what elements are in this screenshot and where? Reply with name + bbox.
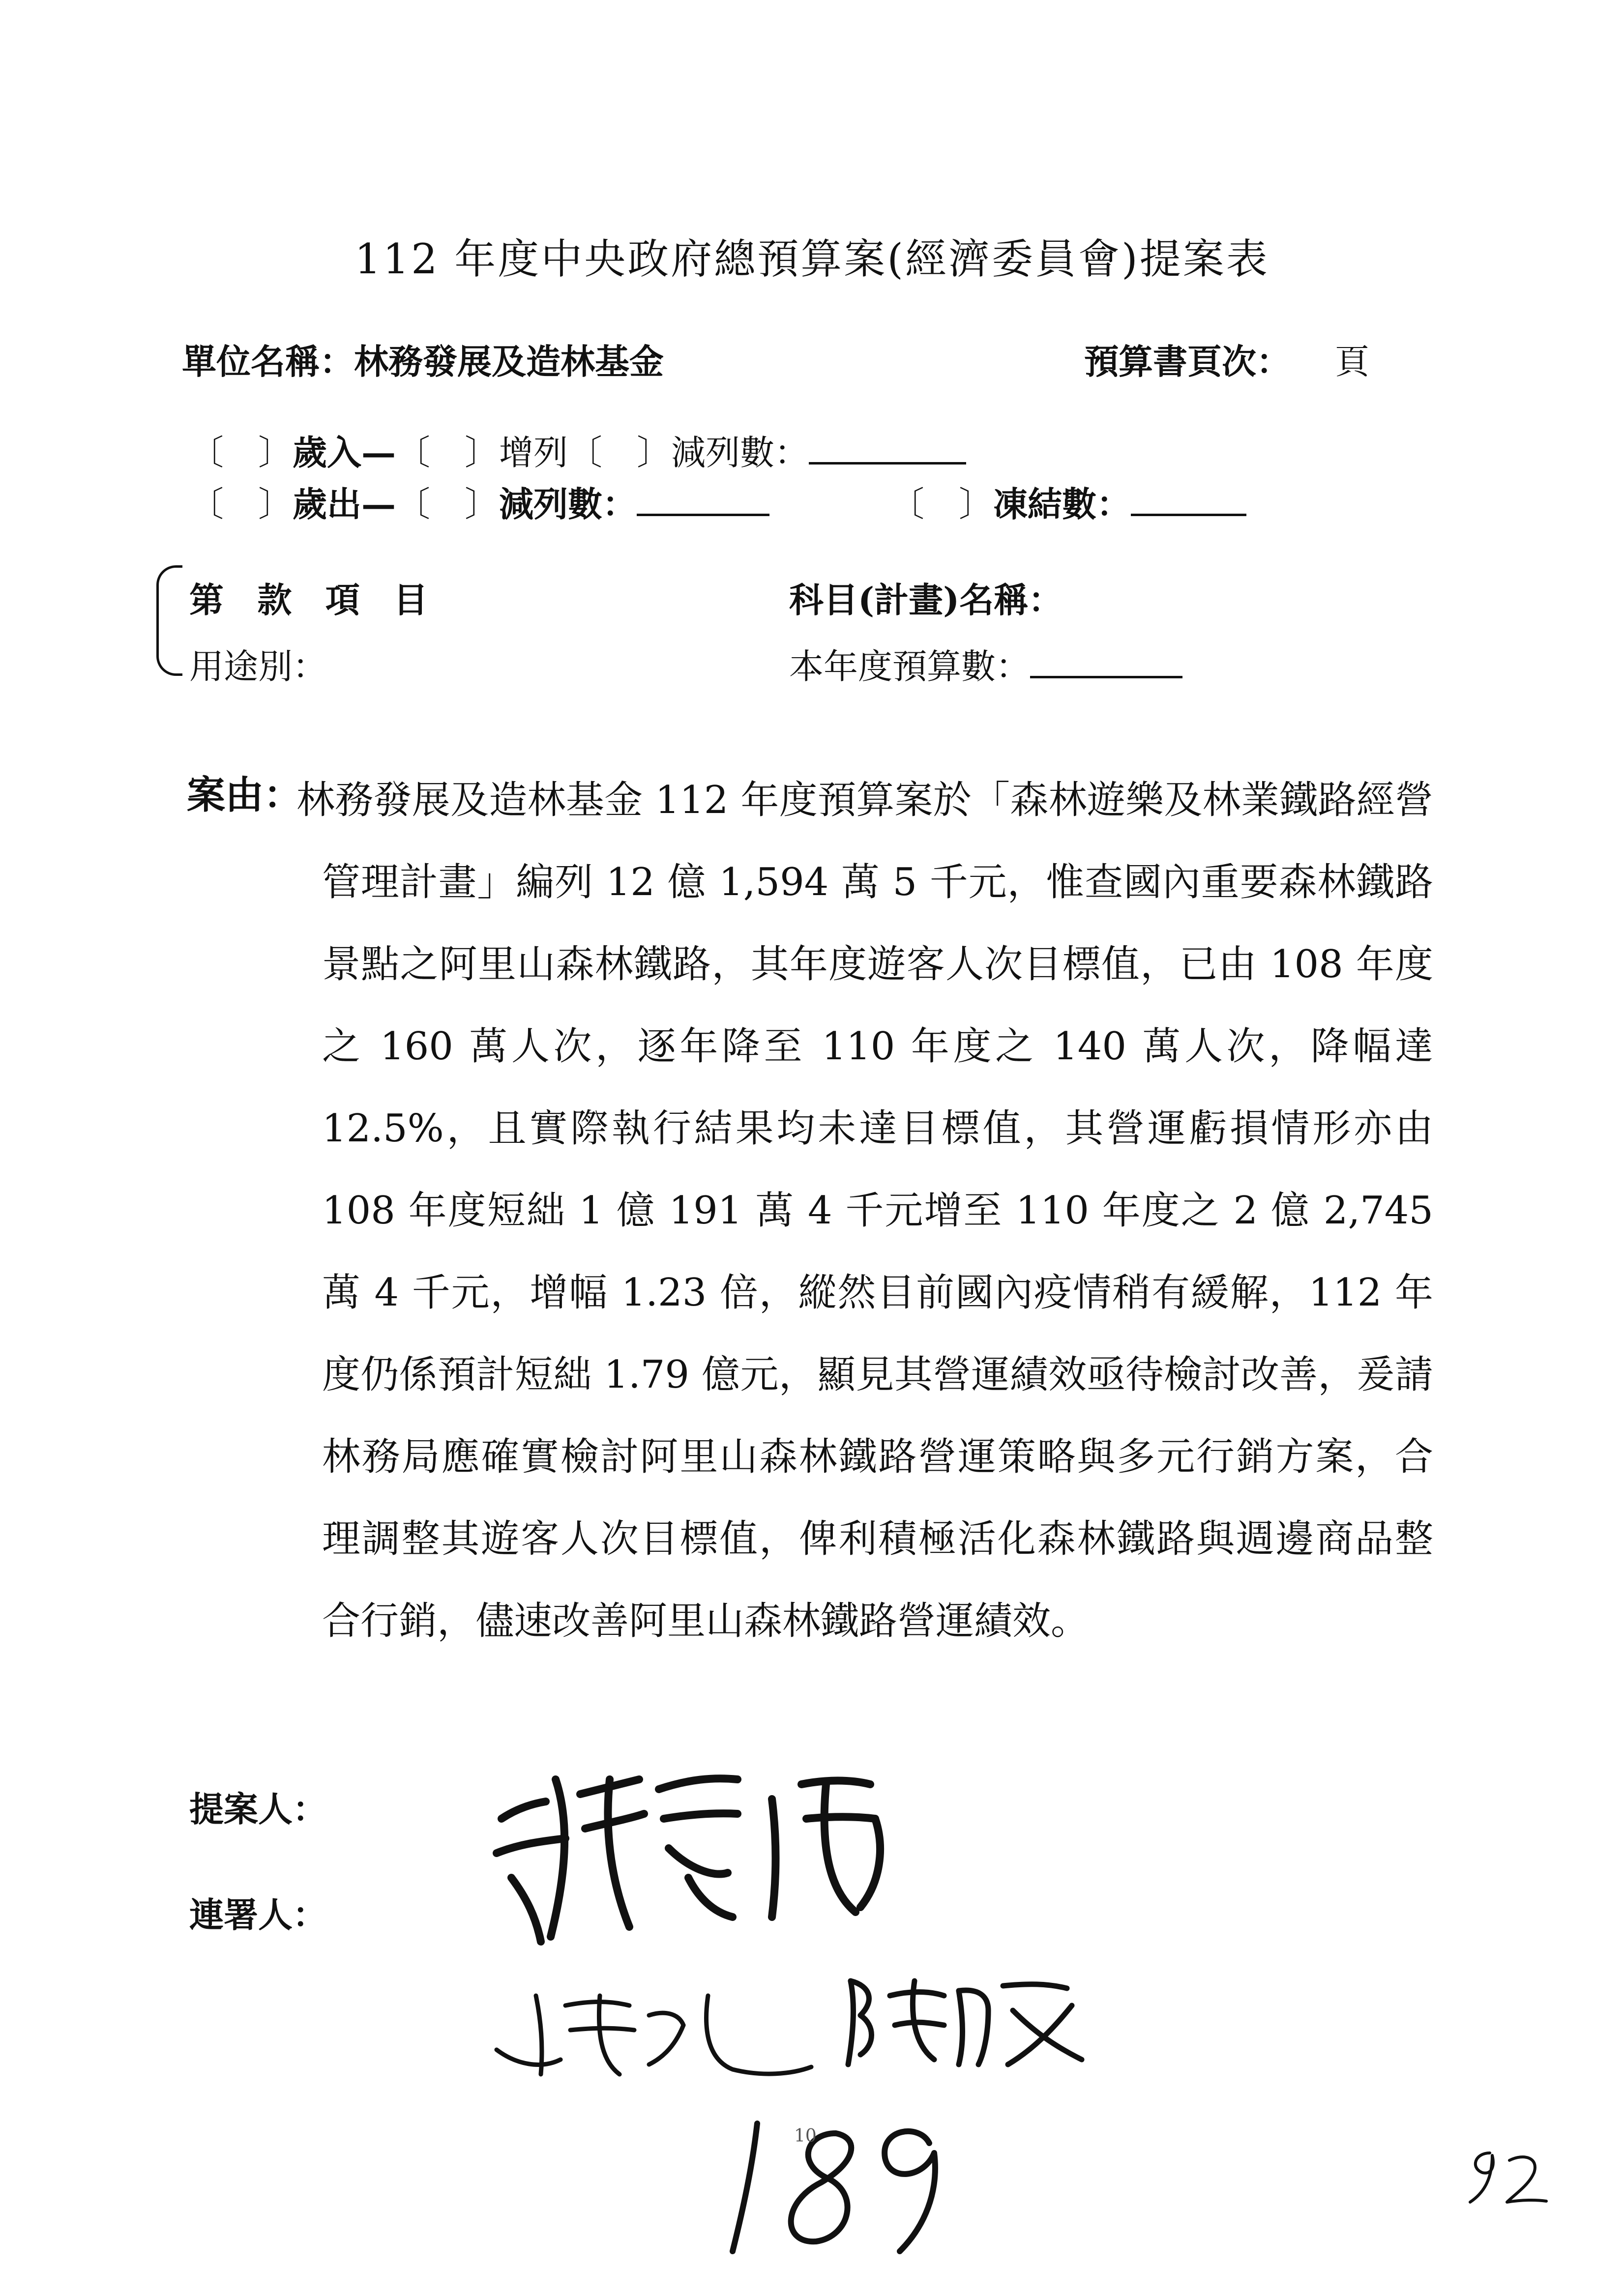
handwritten-number-drawing bbox=[713, 2104, 959, 2261]
expenditure-row bbox=[189, 477, 769, 526]
revenue-increase: 增列 bbox=[499, 433, 568, 473]
budget-label: 本年度預算數： bbox=[789, 646, 1030, 687]
freeze-blank bbox=[1131, 484, 1246, 516]
proposer-label: 提案人： bbox=[189, 1789, 327, 1830]
revenue-label: 歲入— bbox=[293, 432, 396, 473]
expenditure-decrease: 減列數： bbox=[499, 484, 637, 524]
expenditure-bracket: 〔 〕 bbox=[189, 484, 293, 524]
small-center-number: 10 bbox=[794, 2126, 817, 2146]
expenditure-sub-bracket: 〔 〕 bbox=[396, 484, 499, 524]
revenue-sub-bracket-2: 〔 〕 bbox=[568, 433, 671, 473]
usage-label: 用途別： bbox=[189, 646, 327, 687]
revenue-row bbox=[189, 425, 966, 475]
unit-name: 單位名稱：林務發展及造林基金 bbox=[182, 341, 664, 382]
budget-row bbox=[789, 639, 1182, 689]
freeze-label: 凍結數： bbox=[993, 484, 1131, 524]
item-brace bbox=[156, 565, 182, 676]
freeze-row bbox=[890, 477, 1246, 526]
revenue-bracket: 〔 〕 bbox=[189, 433, 293, 473]
subject-label: 科目(計畫)名稱： bbox=[789, 580, 1063, 620]
expenditure-decrease-blank bbox=[637, 484, 769, 516]
revenue-decrease: 減列數： bbox=[671, 433, 809, 473]
signature-proposer bbox=[482, 1750, 924, 1956]
revenue-sub-bracket: 〔 〕 bbox=[396, 433, 499, 473]
cosigner-label: 連署人： bbox=[189, 1894, 327, 1935]
freeze-bracket: 〔 〕 bbox=[890, 484, 993, 524]
corner-page-number-drawing bbox=[1455, 2138, 1554, 2212]
page-ref-label: 預算書頁次： bbox=[1084, 341, 1291, 382]
signature-cosigner-1 bbox=[487, 1976, 821, 2089]
page-ref-suffix: 頁 bbox=[1335, 342, 1369, 382]
page-title: 112 年度中央政府總預算案(經濟委員會)提案表 bbox=[354, 235, 1270, 283]
case-text: 林務發展及造林基金 112 年度預算案於「森林遊樂及林業鐵路經營管理計畫」編列 12 億 1,594 萬 5 千元，惟查國內重要森林鐵路景點之阿里山森林鐵路，其年度遊客人次目標值，已由 108 年度之 160 萬人次，逐年降至 110 年度之 140 萬人次，降幅達 12.5%，且實際執行結果均未達目標值，其營運虧損情形亦由 108 年度短絀 1 億 191 萬 4 千元增至 110 年度之 2 億 2,745 萬 4 千元，增幅 1.23 倍，縱然目前國內疫情稍有緩解，112 年度仍係預計短絀 1.79 億元，顯見其營運績效亟待檢討改善，爰請林務局應確實檢討阿里山森林鐵路營運策略與多元行銷方案，合理調整其遊客人次目標值，俾利積極活化森林鐵路與週邊商品整合行銷，儘速改善阿里山森林鐵路營運績效。 bbox=[296, 778, 1433, 1643]
item-label: 第 款 項 目 bbox=[189, 580, 439, 620]
budget-blank bbox=[1030, 646, 1182, 678]
case-label: 案由： bbox=[187, 773, 302, 817]
revenue-decrease-blank bbox=[809, 433, 966, 465]
signature-cosigner-2 bbox=[841, 1961, 1096, 2074]
expenditure-label: 歲出— bbox=[293, 484, 396, 524]
